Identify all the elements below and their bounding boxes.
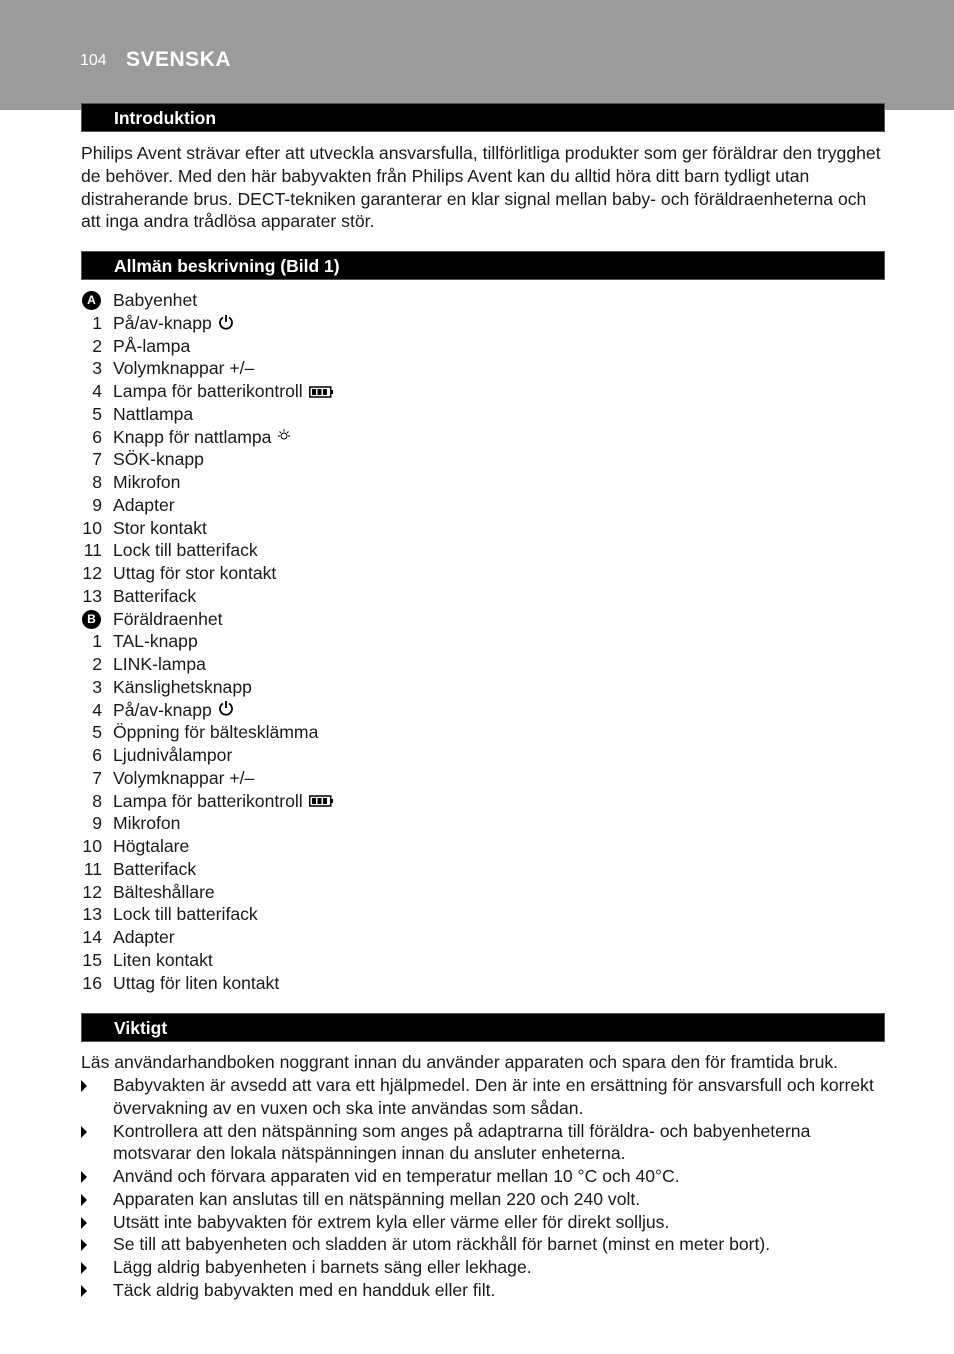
group-badge: A [82, 291, 101, 310]
language-title: SVENSKA [126, 48, 232, 71]
item-number: 6 [92, 745, 102, 765]
list-item [81, 585, 881, 608]
parts-list [81, 289, 881, 994]
item-label [113, 767, 254, 790]
bullet-item [81, 1165, 886, 1188]
item-number: 2 [92, 335, 102, 356]
item-label [113, 858, 196, 881]
item-label [113, 903, 258, 926]
item-number: 2 [92, 654, 102, 674]
item-number: 1 [92, 631, 102, 652]
list-item [81, 539, 881, 562]
item-text: Uttag för stor kontakt [113, 563, 277, 583]
item-label [113, 562, 276, 585]
list-item [81, 903, 881, 926]
list-item [81, 767, 881, 790]
group-badge: B [82, 610, 101, 629]
item-text: Batterifack [113, 585, 197, 606]
bullet-item [81, 1120, 886, 1166]
item-text: Lock till batterifack [113, 904, 258, 925]
item-text: Knapp för nattlampa [113, 426, 272, 447]
battery-icon [309, 381, 333, 404]
bullet-triangle-icon [81, 1080, 87, 1092]
important-bullet-list [81, 1074, 886, 1302]
battery-icon [309, 790, 333, 813]
bullet-item [81, 1233, 886, 1256]
item-label [113, 517, 207, 540]
item-number: 7 [92, 767, 102, 788]
item-label [113, 312, 234, 336]
group-label: Babyenhet [113, 290, 198, 310]
item-label [113, 539, 258, 562]
item-text: Adapter [113, 494, 175, 515]
power-icon [218, 313, 234, 336]
item-text: SÖK-knapp [113, 449, 204, 470]
section-header-intro [81, 103, 885, 132]
section-header-general [81, 251, 885, 280]
bullet-text: Babyvakten är avsedd att vara ett hjälpmedel. Den är inte en ersättning för ansvarsfull och korrekt övervakning av en vuxen och ska inte användas som sådan. [113, 1075, 874, 1118]
item-number: 13 [82, 585, 102, 606]
item-text: Känslighetsknapp [113, 676, 252, 697]
bullet-text: Lägg aldrig babyenheten i barnets säng eller lekhage. [113, 1257, 532, 1277]
list-item [81, 630, 881, 653]
item-text: Mikrofon [113, 813, 181, 834]
list-item [81, 312, 881, 335]
list-item [81, 494, 881, 517]
bullet-triangle-icon [81, 1285, 87, 1297]
list-item [81, 517, 881, 540]
item-number: 3 [92, 358, 102, 379]
item-label [113, 949, 213, 972]
item-label [113, 335, 190, 358]
item-number: 9 [92, 813, 102, 834]
item-label [113, 699, 234, 723]
bullet-text: Kontrollera att den nätspänning som anges på adaptrarna till föräldra- och babyenheterna motsvarar den lokala nätspänningen innan du ansluter enheterna. [113, 1120, 811, 1164]
item-number: 8 [92, 472, 102, 492]
intro-paragraph: Philips Avent strävar efter att utveckla ansvarsfulla, tillförlitliga produkter som ger föräldrar den trygghet de behöver. Med den här babyvakten från Philips Avent kan du alltid höra ditt barn tydligt utan distraherande brus. DECT-tekniken garanterar en klar signal mellan baby- och föräldraenheterna och att inga andra trådlösa apparater stör. [81, 143, 881, 232]
list-item [81, 812, 881, 835]
item-text: Volymknappar +/– [113, 358, 255, 379]
item-label [113, 721, 318, 744]
item-label [113, 790, 333, 814]
item-number: 15 [82, 949, 102, 970]
section-header-important [81, 1013, 885, 1042]
item-text: Uttag för liten kontakt [113, 972, 280, 993]
list-item [81, 357, 881, 380]
night-light-icon [277, 426, 291, 449]
item-number: 11 [83, 540, 102, 561]
bullet-item [81, 1279, 886, 1302]
item-number: 11 [83, 858, 102, 879]
list-item [81, 448, 881, 471]
page-number: 104 [80, 52, 107, 69]
bullet-text: Se till att babyenheten och sladden är utom räckhåll för barnet (minst en meter bort). [113, 1234, 771, 1255]
item-label [113, 835, 189, 858]
important-intro: Läs användarhandboken noggrant innan du använder apparaten och spara den för framtida bruk. [81, 1052, 839, 1072]
item-number: 1 [92, 312, 102, 333]
item-text: Bälteshållare [113, 881, 215, 902]
item-text: Volymknappar +/– [113, 767, 255, 788]
bullet-text: Utsätt inte babyvakten för extrem kyla eller värme eller för direkt solljus. [113, 1211, 670, 1232]
list-item [81, 721, 881, 744]
bullet-text: Apparaten kan anslutas till en nätspänning mellan 220 och 240 volt. [113, 1188, 641, 1209]
item-text: PÅ-lampa [113, 335, 191, 356]
item-label [113, 972, 279, 995]
item-number: 14 [82, 927, 102, 947]
list-item [81, 426, 881, 449]
item-label [113, 403, 193, 426]
item-label [113, 448, 204, 471]
item-text: Lampa för batterikontroll [113, 790, 303, 811]
bullet-text: Använd och förvara apparaten vid en temperatur mellan 10 °C och 40°C. [113, 1166, 680, 1186]
item-number: 10 [82, 836, 102, 856]
item-number: 3 [92, 676, 102, 697]
list-item [81, 676, 881, 699]
item-number: 4 [92, 699, 102, 720]
power-icon [218, 699, 234, 722]
group-header [81, 608, 881, 631]
item-number: 7 [92, 449, 102, 470]
section-title: Introduktion [114, 108, 217, 128]
group-label: Föräldraenhet [113, 608, 223, 629]
item-label [113, 357, 254, 380]
list-item [81, 744, 881, 767]
item-label [113, 585, 196, 608]
item-label [113, 676, 252, 699]
item-number: 12 [82, 563, 102, 583]
group-header [81, 289, 881, 312]
list-item [81, 790, 881, 813]
item-number: 5 [92, 403, 102, 424]
item-text: Liten kontakt [113, 949, 213, 970]
bullet-triangle-icon [81, 1171, 87, 1183]
item-number: 16 [82, 972, 102, 993]
item-number: 10 [82, 517, 102, 538]
list-item [81, 403, 881, 426]
bullet-triangle-icon [81, 1126, 87, 1138]
list-item [81, 858, 881, 881]
bullet-item [81, 1188, 886, 1211]
item-text: Lampa för batterikontroll [113, 381, 303, 401]
list-item [81, 471, 881, 494]
list-item [81, 949, 881, 972]
bullet-item [81, 1074, 886, 1120]
item-text: LINK-lampa [113, 654, 206, 674]
item-text: Nattlampa [113, 403, 194, 424]
bullet-text: Täck aldrig babyvakten med en handduk eller filt. [113, 1279, 496, 1300]
bullet-triangle-icon [81, 1239, 87, 1251]
item-label [113, 494, 175, 517]
item-text: Öppning för bältesklämma [113, 722, 319, 743]
list-item [81, 380, 881, 403]
item-text: På/av-knapp [113, 312, 212, 333]
item-number: 8 [92, 790, 102, 811]
item-number: 12 [82, 881, 102, 902]
item-label [113, 630, 198, 653]
item-number: 5 [92, 722, 102, 743]
list-item [81, 562, 881, 585]
list-item [81, 881, 881, 904]
item-text: Lock till batterifack [113, 540, 258, 561]
item-label [113, 744, 232, 767]
item-text: TAL-knapp [113, 631, 198, 652]
item-number: 6 [92, 426, 102, 447]
item-number: 13 [82, 904, 102, 925]
item-text: Stor kontakt [113, 517, 207, 538]
section-title: Viktigt [114, 1018, 168, 1038]
item-number: 9 [92, 494, 102, 515]
item-label [113, 926, 175, 949]
item-label [113, 380, 333, 404]
item-text: Batterifack [113, 858, 197, 879]
list-item [81, 653, 881, 676]
item-text: Mikrofon [113, 472, 181, 492]
section-title: Allmän beskrivning (Bild 1) [114, 256, 340, 276]
item-text: På/av-knapp [113, 699, 212, 720]
item-label [113, 653, 206, 676]
bullet-triangle-icon [81, 1217, 87, 1229]
item-text: Ljudnivålampor [113, 745, 233, 765]
list-item [81, 335, 881, 358]
item-label [113, 812, 180, 835]
item-text: Högtalare [113, 836, 190, 856]
item-label [113, 881, 215, 904]
item-label [113, 426, 291, 450]
bullet-item [81, 1211, 886, 1234]
item-text: Adapter [113, 927, 175, 947]
bullet-triangle-icon [81, 1194, 87, 1206]
item-number: 4 [92, 381, 102, 401]
bullet-item [81, 1256, 886, 1279]
list-item [81, 926, 881, 949]
item-label [113, 471, 180, 494]
list-item [81, 972, 881, 995]
list-item [81, 699, 881, 722]
bullet-triangle-icon [81, 1262, 87, 1274]
list-item [81, 835, 881, 858]
